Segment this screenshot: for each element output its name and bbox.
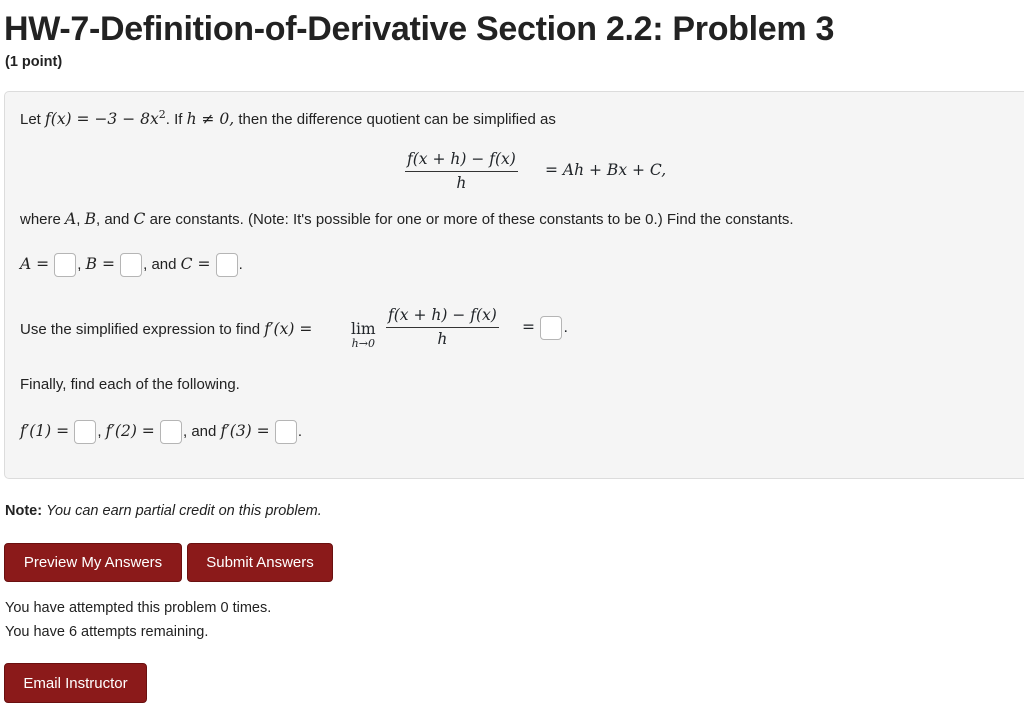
problem-points: (1 point) (5, 54, 63, 70)
limit-quotient (386, 306, 499, 348)
dq-numerator: f(x + h) − f(x) (407, 150, 516, 168)
where-text: are constants. (Note: It's possible for one or more of these constants to be 0.) Find the constants. (149, 211, 794, 228)
problem-panel (4, 91, 1024, 479)
derivative-answer-group: = . (522, 316, 568, 340)
f2-input[interactable] (160, 420, 182, 444)
f2-label: f′(2) = (105, 421, 155, 440)
email-instructor-button[interactable]: Email Instructor (4, 663, 147, 703)
answer-a-label: A = (20, 254, 50, 273)
preview-answers-button[interactable]: Preview My Answers (4, 543, 182, 582)
f3-input[interactable] (275, 420, 297, 444)
submit-answers-button[interactable]: Submit Answers (187, 543, 333, 582)
finally-text: Finally, find each of the following. (20, 376, 240, 393)
use-line (20, 320, 312, 338)
answer-c-input[interactable] (216, 253, 238, 277)
intro-condition: h ≠ 0, (186, 110, 235, 128)
values-answer-line: f′(1) = , f′(2) = , and f′(3) = . (20, 420, 302, 444)
limit-operator (351, 320, 376, 350)
where-line: where A, B, and C are constants. (Note: It's possible for one or more of these constants to be 0.) Find the constants. (20, 210, 794, 228)
where-prefix: where (20, 211, 61, 228)
where-c: C (133, 210, 146, 228)
dq-rhs: = Ah + Bx + C, (545, 161, 667, 179)
answer-b-label: B = (85, 254, 115, 273)
lim-denominator: h (437, 330, 448, 348)
use-fprime: f′(x) = (264, 320, 313, 338)
limit-lim: lim (351, 320, 376, 338)
limit-subscript: h→0 (351, 337, 375, 350)
answer-c-and: and (151, 255, 177, 273)
answer-c-label: C = (180, 254, 211, 273)
difference-quotient (405, 150, 518, 192)
intro-let: Let (20, 111, 41, 128)
note-text: You can earn partial credit on this problem. (46, 503, 322, 519)
partial-credit-note (5, 503, 322, 519)
lim-fraction-bar (386, 327, 499, 328)
intro-mid: . If (165, 111, 183, 128)
f1-input[interactable] (74, 420, 96, 444)
lim-equals: = (522, 318, 535, 337)
f3-and: and (191, 422, 217, 440)
note-label: Note: (5, 503, 43, 519)
where-b: B (84, 210, 96, 228)
f3-label: f′(3) = (220, 421, 270, 440)
attempts-made: You have attempted this problem 0 times. (5, 600, 272, 616)
dq-denominator: h (456, 174, 467, 192)
dq-fraction-bar (405, 171, 518, 172)
use-text: Use the simplified expression to find (20, 321, 261, 338)
lim-numerator: f(x + h) − f(x) (388, 306, 497, 324)
intro-exponent: 2 (158, 108, 166, 121)
where-a: A (65, 210, 77, 228)
where-and: and (104, 211, 130, 228)
answer-a-input[interactable] (54, 253, 76, 277)
intro-line (20, 108, 556, 128)
page-title: HW-7-Definition-of-Derivative Section 2.2: Problem 3 (4, 10, 835, 48)
attempts-remaining: You have 6 attempts remaining. (5, 624, 209, 640)
intro-end: then the difference quotient can be simplified as (238, 111, 556, 128)
f1-label: f′(1) = (20, 421, 70, 440)
answer-b-input[interactable] (120, 253, 142, 277)
constants-answer-line: A = , B = , and C = . (20, 253, 243, 277)
intro-function: f(x) = −3 − 8x (45, 110, 159, 128)
derivative-input[interactable] (540, 316, 562, 340)
